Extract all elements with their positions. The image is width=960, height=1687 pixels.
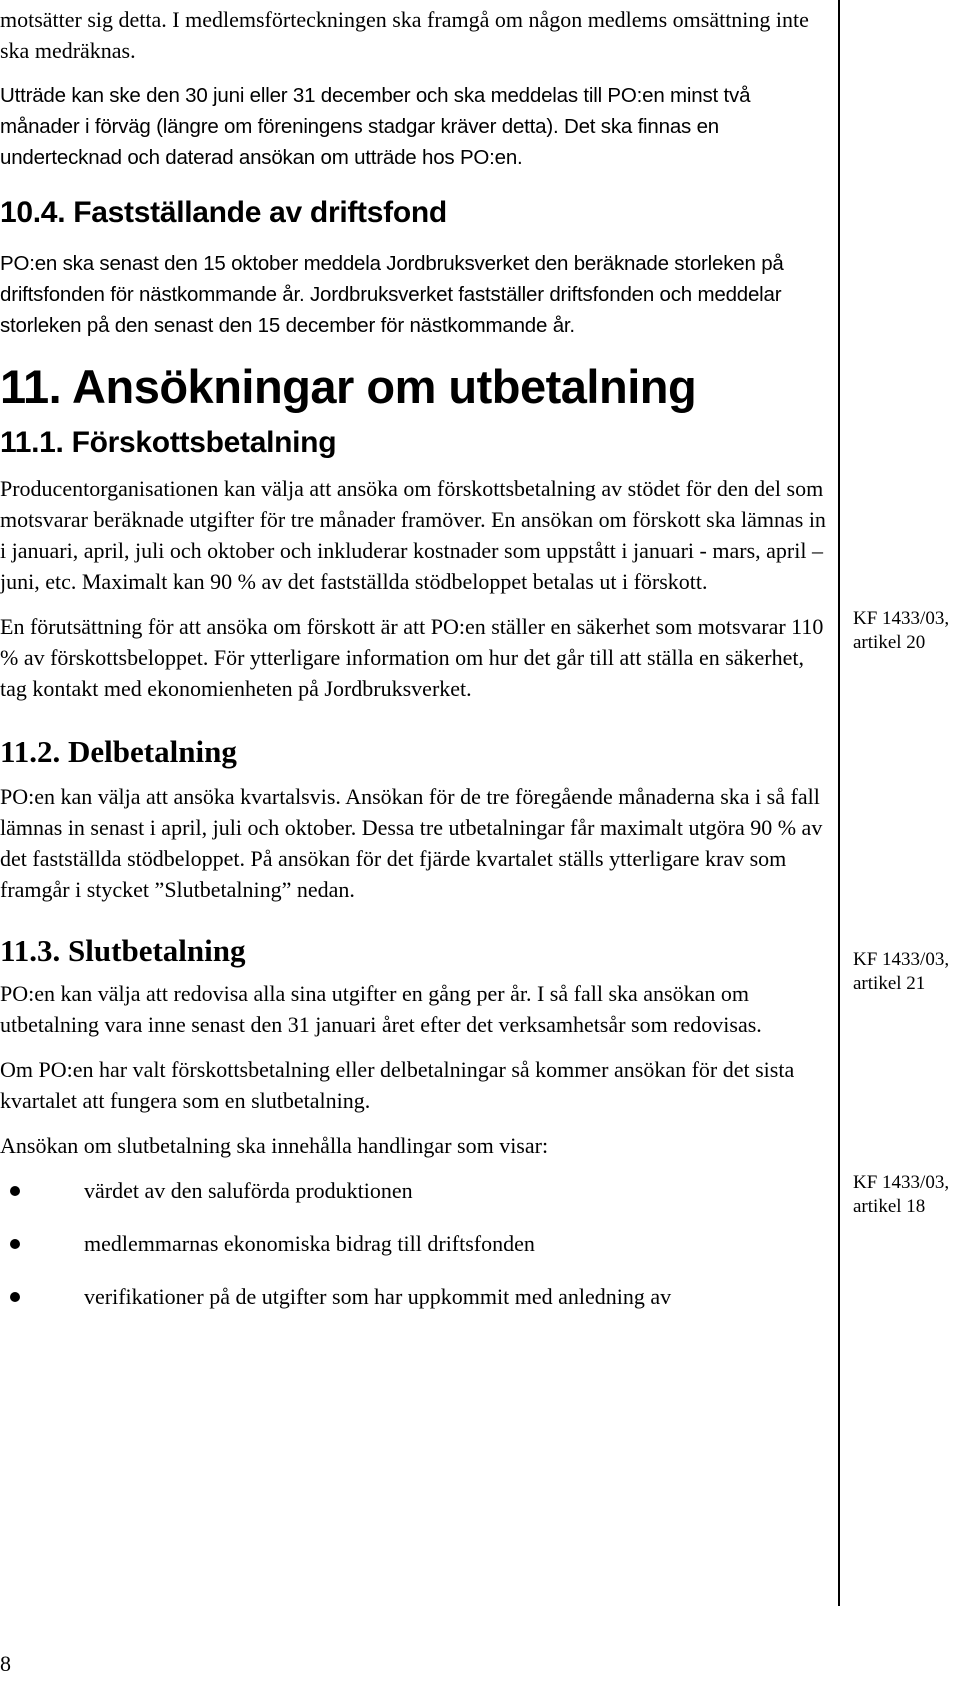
section-11-1-paragraph-1: Producentorganisationen kan välja att ansöka om förskottsbetalning av stödet för den del som motsvarar beräknade utgifter för tre månader framöver. En ansökan om förskott ska lämnas in i januari, april, juli och oktober och inkluderar kostnader som uppstått i januari - mars, april – juni, etc. Maximalt kan 90 % av det fastställda stödbeloppet betalas ut i förskott. [0,476,826,594]
section-11-1-heading: 11.1. Förskottsbetalning [0,426,337,459]
bullet-icon [10,1239,20,1249]
intro-paragraph-1: motsätter sig detta. I medlemsförteckningen ska framgå om någon medlems omsättning inte ska medräknas. [0,7,809,63]
legal-reference-article-20: KF 1433/03, artikel 20 [853,608,950,653]
legal-reference-article-21: KF 1433/03, artikel 21 [853,949,950,994]
requirements-list [0,1175,830,1312]
section-11-2-paragraph: PO:en kan välja att ansöka kvartalsvis. Ansökan för de tre föregående månaderna ska i så fall lämnas in senast i april, juli och oktober. Dessa tre utbetalningar får maximalt utgöra 90 % av det fastställda stödbeloppet. På ansökan för det fjärde kvartalet ställs ytterligare krav som framgår i stycket ”Slutbetalning” nedan. [0,784,823,902]
bullet-icon [10,1186,20,1196]
section-10-4-heading: 10.4. Fastställande av driftsfond [0,196,447,229]
intro-paragraph-2: Utträde kan ske den 30 juni eller 31 december och ska meddelas till PO:en minst två månader i förväg (längre om föreningens stadgar kräver detta). Det ska finnas en undertecknad och daterad ansökan om utträde hos PO:en. [0,84,751,169]
section-10-4-paragraph: PO:en ska senast den 15 oktober meddela Jordbruksverket den beräknade storleken på driftsfonden för nästkommande år. Jordbruksverket fastställer driftsfonden och meddelar storleken på den senast den 15 december för nästkommande år. [0,252,784,337]
section-11-3-paragraph-3: Ansökan om slutbetalning ska innehålla handlingar som visar: [0,1133,549,1158]
document-body [0,4,830,1312]
section-11-3-heading: 11.3. Slutbetalning [0,933,246,968]
margin-rule [838,0,840,1606]
list-item: medlemmarnas ekonomiska bidrag till driftsfonden [0,1228,830,1259]
bullet-icon [10,1292,20,1302]
section-11-heading: 11. Ansökningar om utbetalning [0,360,697,413]
section-11-2-heading: 11.2. Delbetalning [0,734,237,769]
list-item: värdet av den saluförda produktionen [0,1175,830,1206]
section-11-3-paragraph-2: Om PO:en har valt förskottsbetalning eller delbetalningar så kommer ansökan för det sista kvartalet att fungera som en slutbetalning. [0,1057,795,1113]
section-11-3-paragraph-1: PO:en kan välja att redovisa alla sina utgifter en gång per år. I så fall ska ansökan om utbetalning vara inne senast den 31 januari året efter det verksamhetsår som redovisas. [0,981,762,1037]
list-item: verifikationer på de utgifter som har uppkommit med anledning av [0,1281,830,1312]
legal-reference-article-18: KF 1433/03, artikel 18 [853,1172,950,1217]
page-number: 8 [0,1651,11,1676]
section-11-1-paragraph-2: En förutsättning för att ansöka om förskott är att PO:en ställer en säkerhet som motsvarar 110 % av förskottsbeloppet. För ytterligare information om hur det går till att ställa en säkerhet, tag kontakt med ekonomienheten på Jordbruksverket. [0,614,824,701]
